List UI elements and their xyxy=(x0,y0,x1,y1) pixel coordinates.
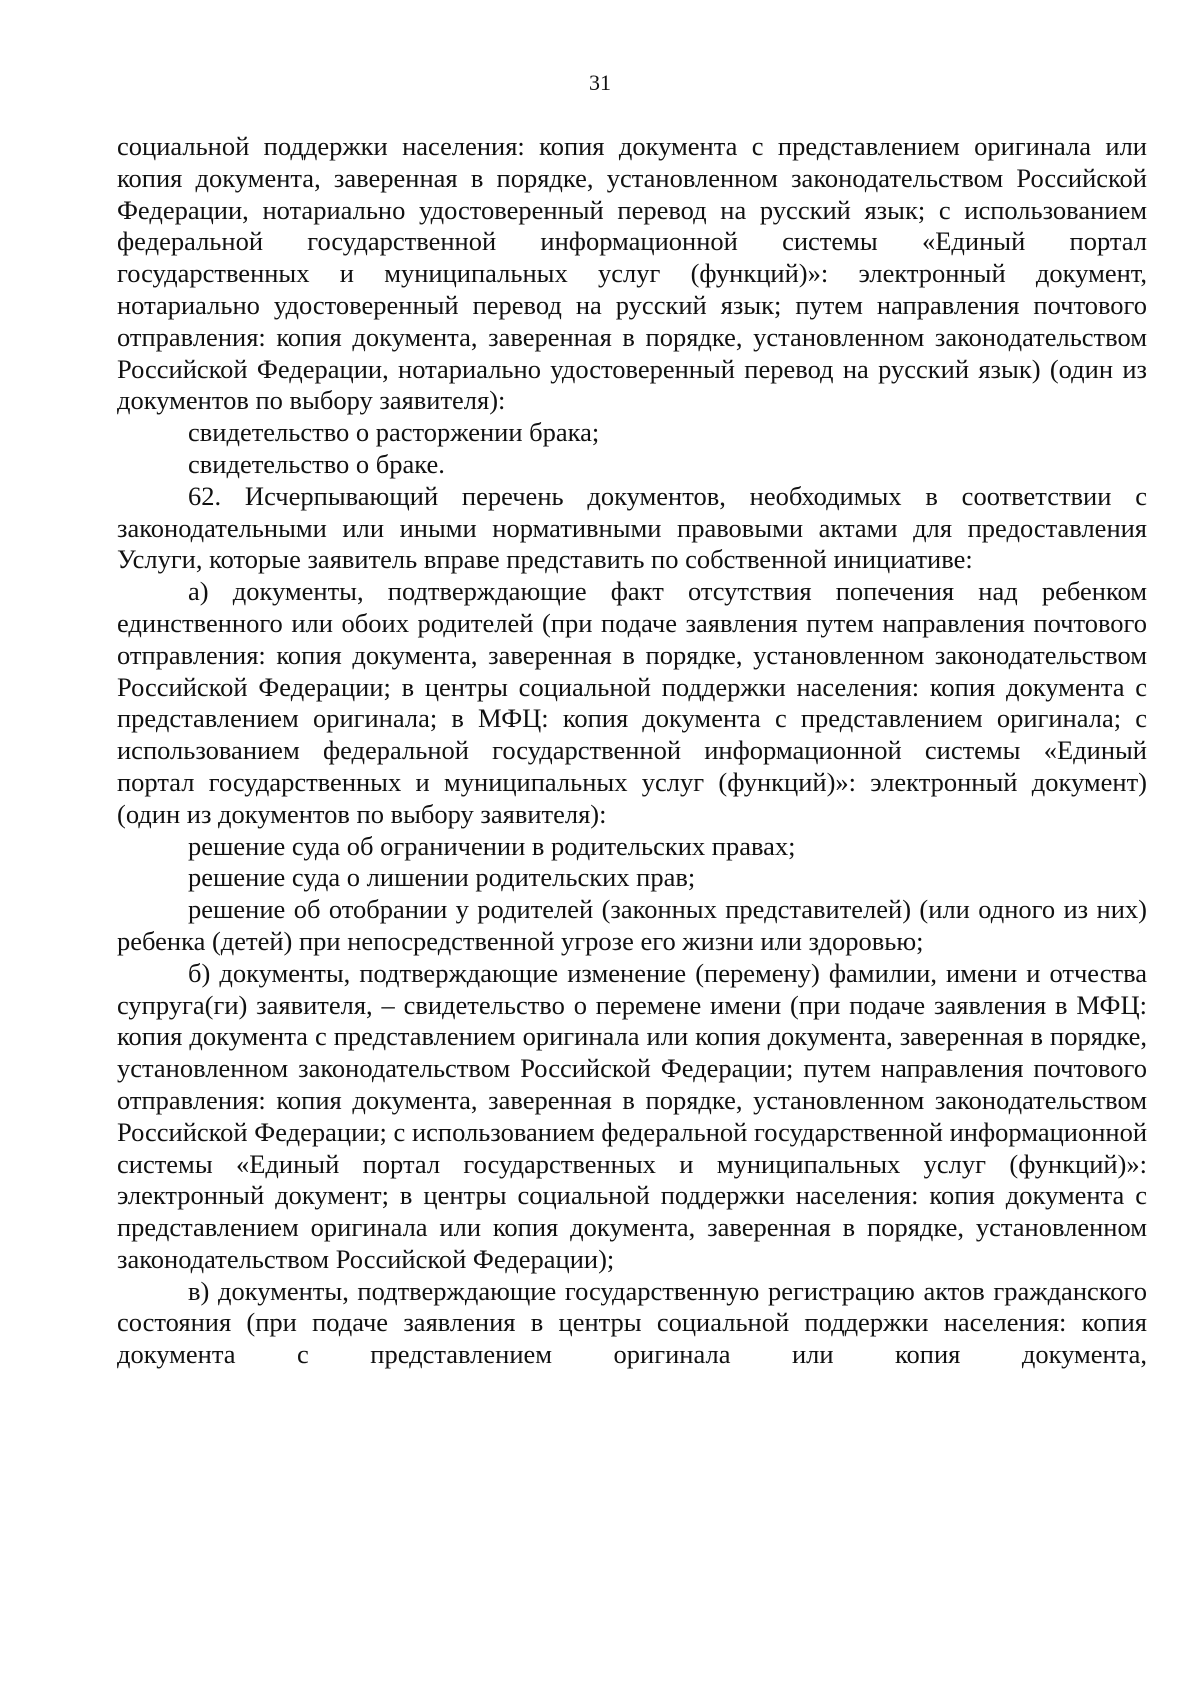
list-item-child-removal: решение об отобрании у родителей (законных представителей) (или одного из них) ребенка (детей) при непосредственной угрозе его жизни или здоровью; xyxy=(117,894,1147,956)
subparagraph-b: б) документы, подтверждающие изменение (перемену) фамилии, имени и отчества супруга(ги) заявителя, – свидетельство о перемене имени (при подаче заявления в МФЦ: копия документа с представлением оригинала или копия документа, заверенная в порядке, установленном законодательством Российской Федерации; путем направления почтового отправления: копия документа, заверенная в порядке, установленном законодательством Российской Федерации; с использованием федеральной государственной информационной системы «Единый портал государственных и муниципальных услуг (функций)»: электронный документ; в центры социальной поддержки населения: копия документа с представлением оригинала или копия документа, заверенная в порядке, установленном законодательством Российской Федерации); xyxy=(117,957,1147,1274)
list-item-divorce-certificate: свидетельство о расторжении брака; xyxy=(188,417,600,448)
list-item-court-deprivation: решение суда о лишении родительских прав; xyxy=(188,862,696,893)
paragraph-62: 62. Исчерпывающий перечень документов, необходимых в соответствии с законодательными или иными нормативными правовыми актами для предоставления Услуги, которые заявитель вправе представить по собственной инициативе: xyxy=(117,480,1147,575)
page-number: 31 xyxy=(589,70,611,95)
list-item-marriage-certificate: свидетельство о браке. xyxy=(188,448,445,479)
list-item-court-restriction: решение суда об ограничении в родительских правах; xyxy=(188,830,796,861)
subparagraph-a: а) документы, подтверждающие факт отсутствия попечения над ребенком единственного или обоих родителей (при подаче заявления путем направления почтового отправления: копия документа, заверенная в порядке, установленном законодательством Российской Федерации; в центры социальной поддержки населения: копия документа с представлением оригинала; в МФЦ: копия документа с представлением оригинала; с использованием федеральной государственной информационной системы «Единый портал государственных и муниципальных услуг (функций)»: электронный документ) (один из документов по выбору заявителя): xyxy=(117,576,1147,829)
document-body xyxy=(117,131,1147,1371)
paragraph-continuation: социальной поддержки населения: копия документа с представлением оригинала или копия документа, заверенная в порядке, установленном законодательством Российской Федерации, нотариально удостоверенный перевод на русский язык; с использованием федеральной государственной информационной системы «Единый портал государственных и муниципальных услуг (функций)»: электронный документ, нотариально удостоверенный перевод на русский язык; путем направления почтового отправления: копия документа, заверенная в порядке, установленном законодательством Российской Федерации, нотариально удостоверенный перевод на русский язык) (один из документов по выбору заявителя): xyxy=(117,131,1147,416)
subparagraph-v: в) документы, подтверждающие государственную регистрацию актов гражданского состояния (при подаче заявления в центры социальной поддержки населения: копия документа с представлением оригинала или копия документа, xyxy=(117,1275,1147,1370)
